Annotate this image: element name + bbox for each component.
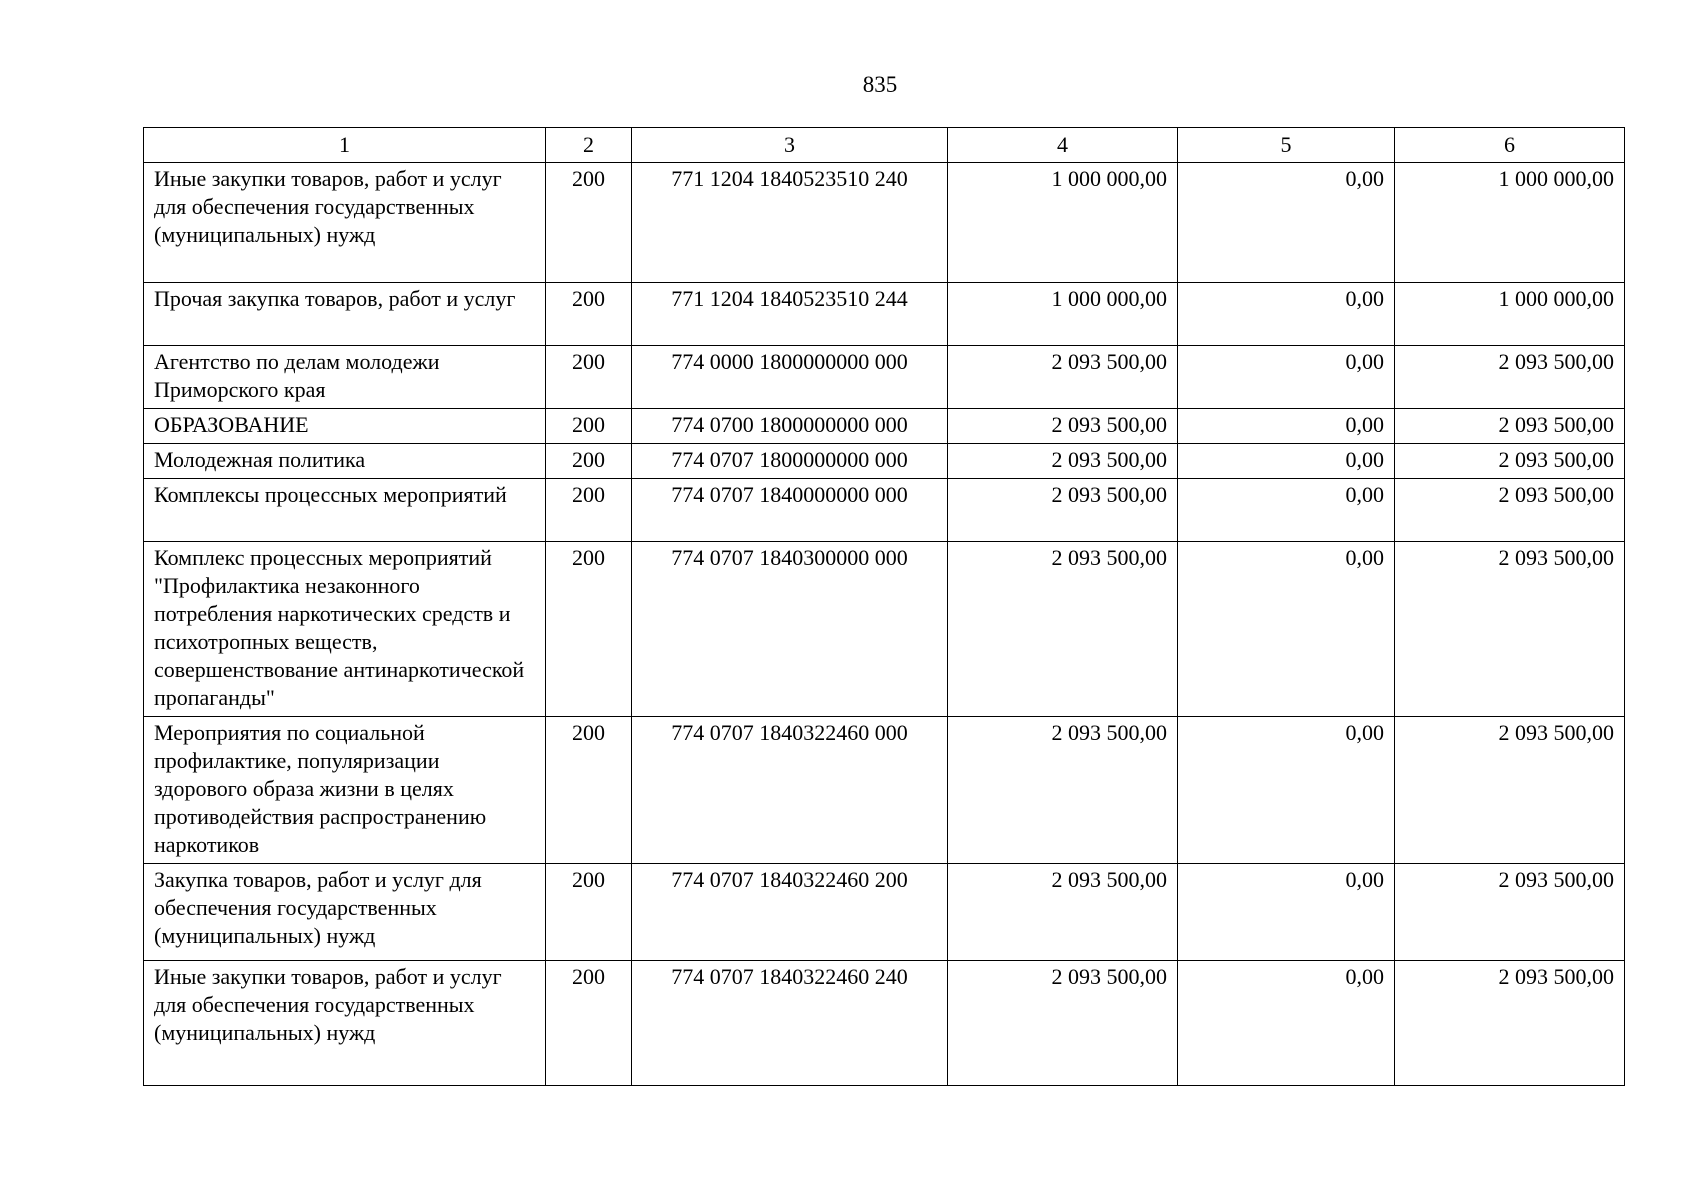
row-col4: 2 093 500,00 — [948, 346, 1178, 409]
row-col5: 0,00 — [1178, 283, 1395, 346]
row-name: Агентство по делам молодежи Приморского края — [144, 346, 546, 409]
row-code: 771 1204 1840523510 244 — [632, 283, 948, 346]
table-row — [144, 864, 1625, 961]
row-type: 200 — [546, 163, 632, 283]
row-col4: 2 093 500,00 — [948, 717, 1178, 864]
row-col5: 0,00 — [1178, 409, 1395, 444]
row-col4: 2 093 500,00 — [948, 961, 1178, 1086]
row-col5: 0,00 — [1178, 479, 1395, 542]
row-name: Закупка товаров, работ и услуг для обеспечения государственных (муниципальных) нужд — [144, 864, 546, 961]
table-row — [144, 961, 1625, 1086]
column-header-3: 3 — [632, 128, 948, 163]
column-header-4: 4 — [948, 128, 1178, 163]
row-col6: 2 093 500,00 — [1395, 479, 1625, 542]
row-name: ОБРАЗОВАНИЕ — [144, 409, 546, 444]
row-type: 200 — [546, 864, 632, 961]
row-name: Иные закупки товаров, работ и услуг для обеспечения государственных (муниципальных) нужд — [144, 961, 546, 1086]
row-col6: 2 093 500,00 — [1395, 717, 1625, 864]
row-name: Молодежная политика — [144, 444, 546, 479]
row-type: 200 — [546, 444, 632, 479]
row-type: 200 — [546, 283, 632, 346]
row-col6: 2 093 500,00 — [1395, 864, 1625, 961]
column-header-2: 2 — [546, 128, 632, 163]
table-row — [144, 717, 1625, 864]
row-col5: 0,00 — [1178, 864, 1395, 961]
row-col4: 2 093 500,00 — [948, 542, 1178, 717]
column-header-5: 5 — [1178, 128, 1395, 163]
row-name: Иные закупки товаров, работ и услуг для обеспечения государственных (муниципальных) нужд — [144, 163, 546, 283]
row-type: 200 — [546, 409, 632, 444]
row-col5: 0,00 — [1178, 542, 1395, 717]
row-col5: 0,00 — [1178, 961, 1395, 1086]
column-header-6: 6 — [1395, 128, 1625, 163]
row-col5: 0,00 — [1178, 444, 1395, 479]
row-code: 774 0707 1840322460 000 — [632, 717, 948, 864]
row-col4: 2 093 500,00 — [948, 864, 1178, 961]
row-type: 200 — [546, 961, 632, 1086]
column-header-1: 1 — [144, 128, 546, 163]
row-col4: 2 093 500,00 — [948, 479, 1178, 542]
row-code: 774 0707 1840000000 000 — [632, 479, 948, 542]
table-row — [144, 409, 1625, 444]
budget-table — [143, 127, 1625, 1086]
table-row — [144, 479, 1625, 542]
row-code: 771 1204 1840523510 240 — [632, 163, 948, 283]
row-col5: 0,00 — [1178, 346, 1395, 409]
row-col6: 2 093 500,00 — [1395, 444, 1625, 479]
row-col4: 2 093 500,00 — [948, 409, 1178, 444]
row-code: 774 0707 1840300000 000 — [632, 542, 948, 717]
row-type: 200 — [546, 479, 632, 542]
table-row — [144, 444, 1625, 479]
row-code: 774 0707 1800000000 000 — [632, 444, 948, 479]
table-row — [144, 542, 1625, 717]
row-col6: 2 093 500,00 — [1395, 346, 1625, 409]
row-col5: 0,00 — [1178, 717, 1395, 864]
row-col6: 2 093 500,00 — [1395, 961, 1625, 1086]
row-col4: 1 000 000,00 — [948, 163, 1178, 283]
row-col5: 0,00 — [1178, 163, 1395, 283]
row-name: Комплекс процессных мероприятий "Профилактика незаконного потребления наркотических средств и психотропных веществ, совершенствование антинаркотической пропаганды" — [144, 542, 546, 717]
row-code: 774 0707 1840322460 200 — [632, 864, 948, 961]
row-type: 200 — [546, 346, 632, 409]
row-code: 774 0707 1840322460 240 — [632, 961, 948, 1086]
row-type: 200 — [546, 542, 632, 717]
table-header — [144, 128, 1625, 163]
table-body — [144, 163, 1625, 1086]
row-name: Прочая закупка товаров, работ и услуг — [144, 283, 546, 346]
row-col6: 2 093 500,00 — [1395, 542, 1625, 717]
row-code: 774 0700 1800000000 000 — [632, 409, 948, 444]
row-col6: 1 000 000,00 — [1395, 283, 1625, 346]
table-row — [144, 283, 1625, 346]
row-col4: 2 093 500,00 — [948, 444, 1178, 479]
row-type: 200 — [546, 717, 632, 864]
header-row — [144, 128, 1625, 163]
table-row — [144, 163, 1625, 283]
row-name: Мероприятия по социальной профилактике, популяризации здорового образа жизни в целях противодействия распространению наркотиков — [144, 717, 546, 864]
row-col6: 1 000 000,00 — [1395, 163, 1625, 283]
row-col4: 1 000 000,00 — [948, 283, 1178, 346]
row-name: Комплексы процессных мероприятий — [144, 479, 546, 542]
row-col6: 2 093 500,00 — [1395, 409, 1625, 444]
row-code: 774 0000 1800000000 000 — [632, 346, 948, 409]
table-row — [144, 346, 1625, 409]
page-number: 835 — [862, 72, 898, 97]
